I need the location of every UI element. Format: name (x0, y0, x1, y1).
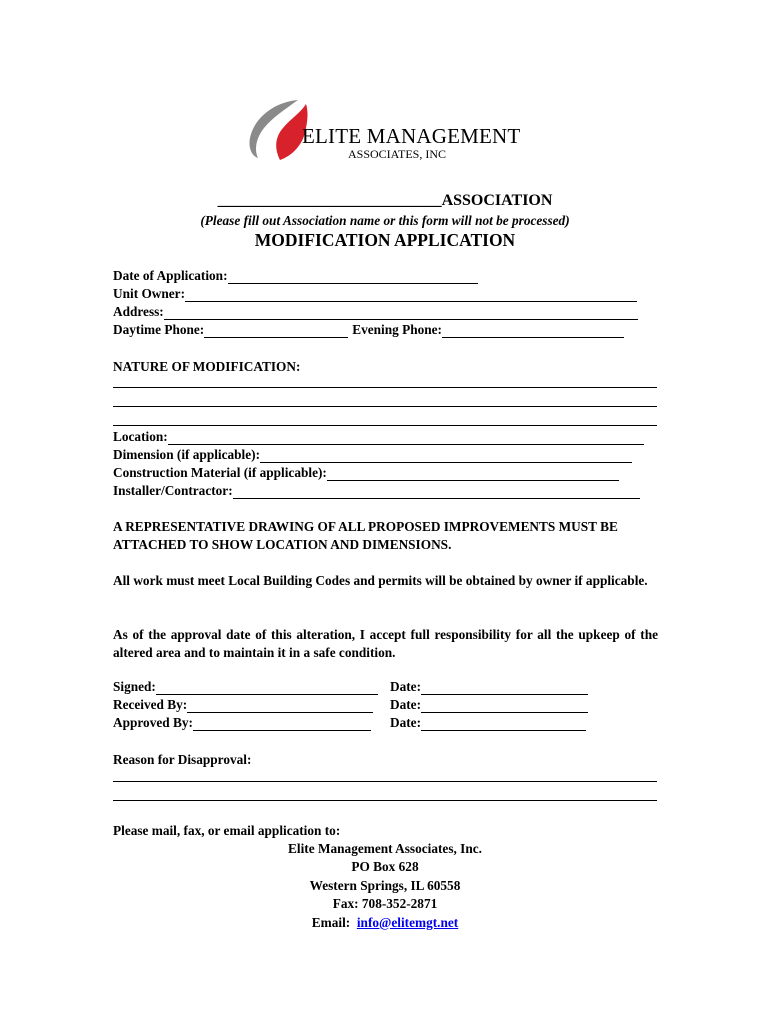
mailing-company: Elite Management Associates, Inc. (288, 841, 482, 856)
unit-owner-field[interactable] (185, 289, 637, 302)
logo-company-subtitle: ASSOCIATES, INC (348, 147, 447, 161)
date-of-application-label: Date of Application: (113, 268, 228, 283)
approved-by-label: Approved By: (113, 715, 193, 730)
association-label: ASSOCIATION (441, 192, 553, 209)
approved-row (113, 715, 658, 731)
approved-date-field[interactable] (421, 718, 586, 731)
mailing-address-block (0, 840, 770, 932)
phone-row (113, 322, 624, 338)
received-row (113, 697, 658, 713)
mailing-email-link[interactable]: info@elitemgt.net (356, 914, 459, 930)
evening-phone-label: Evening Phone: (352, 322, 442, 337)
association-line (0, 192, 770, 210)
approved-by-field[interactable] (193, 718, 371, 731)
approved-date-label: Date: (390, 715, 422, 730)
building-codes-notice: All work must meet Local Building Codes and permits will be obtained by owner if applicable. (113, 573, 648, 588)
address-label: Address: (113, 304, 164, 319)
material-label: Construction Material (if applicable): (113, 465, 327, 480)
mailing-po-box: PO Box 628 (351, 859, 419, 875)
location-field[interactable] (168, 432, 644, 445)
signed-date-field[interactable] (421, 682, 588, 695)
unit-owner-row (113, 286, 637, 302)
page-title: MODIFICATION APPLICATION (254, 230, 516, 250)
received-date-field[interactable] (421, 700, 588, 713)
location-label: Location: (113, 429, 168, 444)
disapproval-line-2[interactable] (113, 800, 657, 801)
nature-of-modification-label: NATURE OF MODIFICATION: (113, 359, 301, 374)
signed-label: Signed: (113, 679, 156, 694)
signed-field[interactable] (156, 682, 378, 695)
mailing-intro: Please mail, fax, or email application to: (113, 823, 341, 838)
dimension-row (113, 447, 632, 463)
received-date-label: Date: (390, 697, 422, 712)
mailing-city: Western Springs, IL 60558 (309, 877, 461, 893)
address-row (113, 304, 638, 320)
material-field[interactable] (327, 468, 619, 481)
nature-line-1[interactable] (113, 387, 657, 388)
disapproval-label: Reason for Disapproval: (113, 752, 252, 767)
evening-phone-field[interactable] (442, 325, 624, 338)
drawing-notice: A REPRESENTATIVE DRAWING OF ALL PROPOSED IMPROVEMENTS MUST BE ATTACHED TO SHOW LOCATION AND DIMENSIONS. (113, 519, 618, 552)
responsibility-notice: As of the approval date of this alteration, I accept full responsibility for all the upkeep of the altered area and to maintain it in a safe condition. (113, 627, 658, 660)
nature-line-3[interactable] (113, 425, 657, 426)
received-by-field[interactable] (187, 700, 373, 713)
address-field[interactable] (164, 307, 638, 320)
mailing-email-label: Email: (311, 914, 351, 930)
installer-label: Installer/Contractor: (113, 483, 233, 498)
date-of-application-row (113, 268, 478, 284)
mailing-email-row (0, 914, 770, 932)
dimension-label: Dimension (if applicable): (113, 447, 261, 462)
association-note: (Please fill out Association name or this form will not be processed) (200, 213, 570, 228)
nature-line-2[interactable] (113, 406, 657, 407)
unit-owner-label: Unit Owner: (113, 286, 186, 301)
signed-row (113, 679, 658, 695)
signed-date-label: Date: (390, 679, 422, 694)
installer-field[interactable] (233, 486, 640, 499)
company-logo (246, 98, 536, 162)
mailing-fax: Fax: 708-352-2871 (332, 896, 438, 912)
daytime-phone-field[interactable] (204, 325, 348, 338)
material-row (113, 465, 619, 481)
dimension-field[interactable] (260, 450, 632, 463)
installer-row (113, 483, 640, 499)
logo-company-name: ELITE MANAGEMENT (302, 124, 521, 148)
location-row (113, 429, 644, 445)
received-by-label: Received By: (113, 697, 188, 712)
date-of-application-field[interactable] (228, 271, 478, 284)
disapproval-line-1[interactable] (113, 781, 657, 782)
swoosh-logo-icon (246, 98, 310, 162)
daytime-phone-label: Daytime Phone: (113, 322, 205, 337)
association-blank[interactable]: ____________________________ (217, 192, 442, 209)
